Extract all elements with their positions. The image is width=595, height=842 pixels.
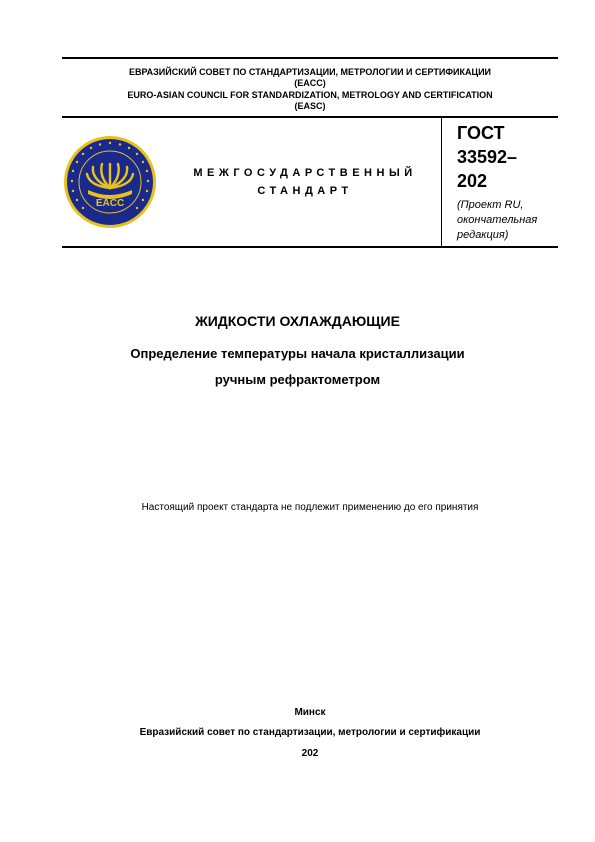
footer-organization: Евразийский совет по стандартизации, метрологии и сертификации — [139, 727, 481, 738]
council-abbr-ru: (EACC) — [294, 78, 326, 88]
document-subtitle-line1: Определение температуры начала кристаллизации — [130, 346, 465, 361]
draft-note: (Проект RU, окончательная редакция) — [457, 199, 538, 241]
top-rule — [62, 57, 558, 59]
draft-notice: Настоящий проект стандарта не подлежит применению до его принятия — [141, 502, 479, 513]
document-subtitle-line2: ручным рефрактометром — [214, 372, 381, 387]
interstate-line1: МЕЖГОСУДАРСТВЕННЫЙ — [193, 167, 417, 179]
gost-label: ГОСТ — [457, 123, 505, 143]
document-title: ЖИДКОСТИ ОХЛАЖДАЮЩИЕ — [195, 313, 400, 329]
footer-year: 202 — [301, 748, 319, 759]
council-name-ru: ЕВРАЗИЙСКИЙ СОВЕТ ПО СТАНДАРТИЗАЦИИ, МЕТРОЛОГИИ И СЕРТИФИКАЦИИ — [128, 67, 492, 77]
header-divider — [441, 118, 442, 246]
eacc-logo-text: EACC — [95, 198, 125, 209]
gost-number: 33592– — [457, 147, 518, 167]
header-rule — [62, 116, 558, 118]
interstate-line2: СТАНДАРТ — [257, 185, 353, 197]
footer-city: Минск — [294, 707, 326, 718]
gost-year: 202 — [457, 171, 488, 191]
header-bottom-rule — [62, 246, 558, 248]
council-name-en: EURO-ASIAN COUNCIL FOR STANDARDIZATION, METROLOGY AND CERTIFICATION — [127, 90, 493, 100]
eacc-logo — [62, 134, 158, 230]
council-abbr-en: (EASC) — [294, 101, 326, 111]
